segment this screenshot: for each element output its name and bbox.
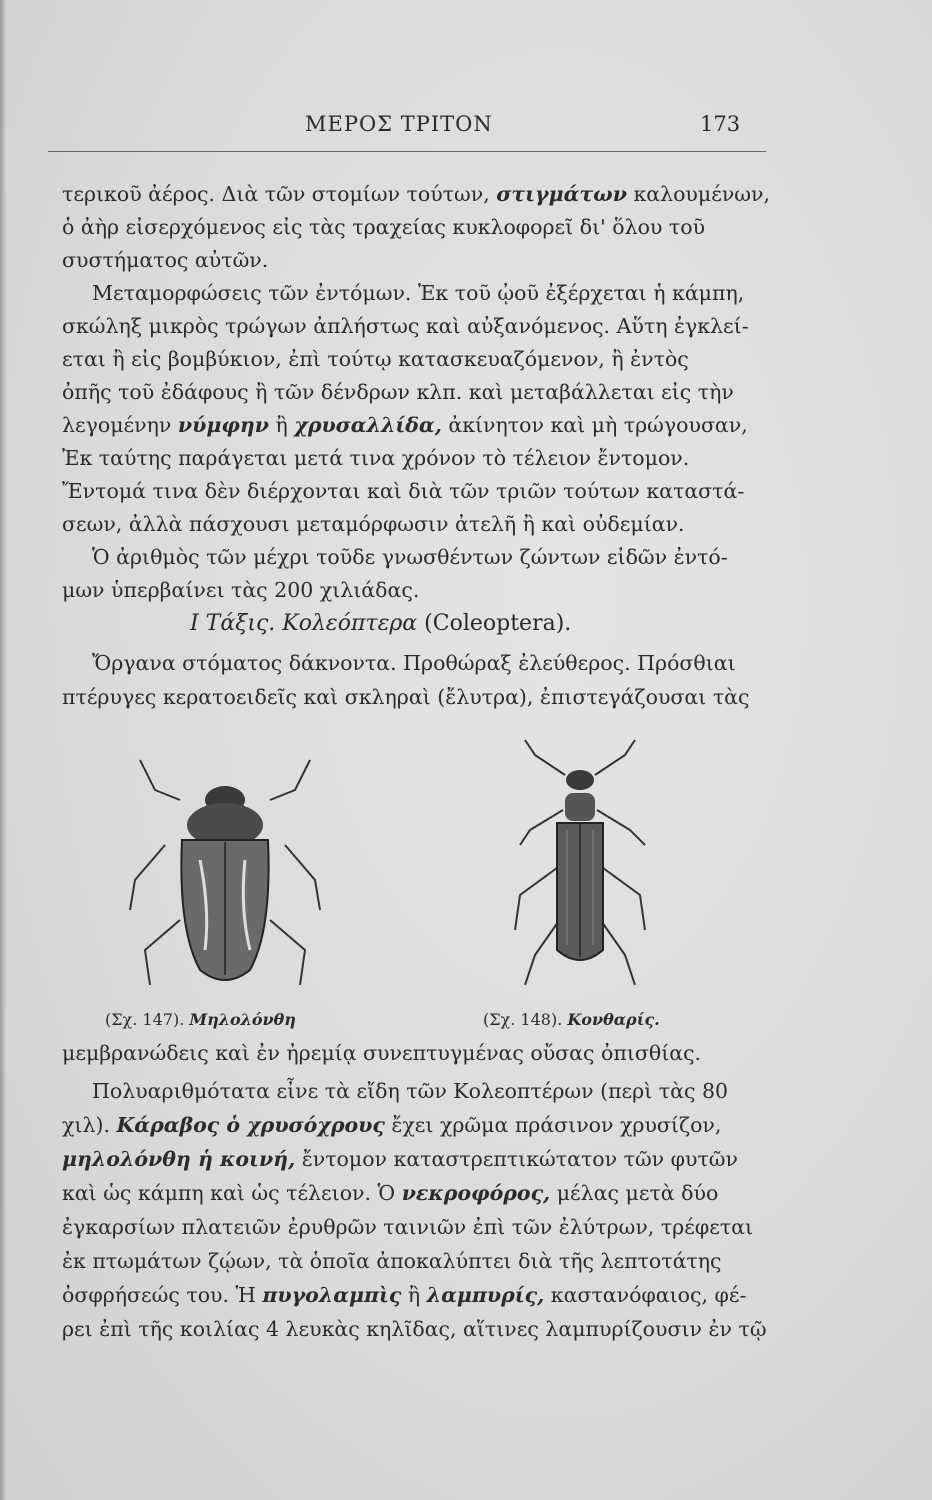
section-heading: Ι Τάξις. Κολεόπτερα (Coleoptera).: [190, 611, 572, 636]
text-line: Ἔντομά τινα δὲν διέρχονται καὶ διὰ τῶν τριῶν τούτων καταστά-: [62, 479, 745, 503]
text-line: Ὄργανα στόματος δάκνοντα. Προθώραξ ἐλεύθερος. Πρόσθιαι: [92, 651, 736, 675]
text-line: σκώληξ μικρὸς τρώγων ἀπλήστως καὶ αὐξανόμενος. Αὕτη ἐγκλεί-: [62, 314, 749, 338]
text-line: Πολυαριθμότατα εἶνε τὰ εἴδη τῶν Κολεοπτέρων (περὶ τὰς 80: [92, 1079, 729, 1103]
text-line: ρει ἐπὶ τῆς κοιλίας 4 λευκὰς κηλῖδας, αἵτινες λαμπυρίζουσιν ἐν τῷ: [62, 1317, 767, 1341]
text-line: χιλ). Κάραβος ὁ χρυσόχρους ἔχει χρῶμα πράσινον χρυσίζον,: [62, 1113, 722, 1137]
text-line: συστήματος αὐτῶν.: [62, 248, 269, 272]
text-line: τερικοῦ ἀέρος. Διὰ τῶν στομίων τούτων, στιγμάτων καλουμένων,: [62, 182, 770, 206]
page-number: 173: [700, 112, 741, 136]
text-line: ὀσφρήσεώς του. Ἡ πυγολαμπὶς ἢ λαμπυρίς, καστανόφαιος, φέ-: [62, 1283, 747, 1307]
text-line: σεων, ἀλλὰ πάσχουσι μεταμόρφωσιν ἀτελῆ ἢ καὶ οὐδεμίαν.: [62, 512, 685, 536]
text-line: εται ἢ εἰς βομβύκιον, ἐπὶ τούτῳ κατασκευαζόμενον, ἢ ἐντὸς: [62, 347, 689, 371]
text-line: πτέρυγες κερατοειδεῖς καὶ σκληραὶ (ἔλυτρα), ἐπιστεγάζουσαι τὰς: [62, 685, 750, 709]
text-line: μεμβρανώδεις καὶ ἐν ἠρεμίᾳ συνεπτυγμένας οὔσας ὀπισθίας.: [62, 1041, 702, 1065]
text-line: Ὁ ἀριθμὸς τῶν μέχρι τοῦδε γνωσθέντων ζώντων εἰδῶν ἐντό-: [92, 545, 728, 569]
text-line: Μεταμορφώσεις τῶν ἐντόμων. Ἐκ τοῦ ᾠοῦ ἐξέρχεται ἡ κάμπη,: [92, 281, 745, 305]
text-line: Ἐκ ταύτης παράγεται μετά τινα χρόνον τὸ τέλειον ἔντομον.: [62, 446, 690, 470]
figure-caption-148: (Σχ. 148). Κονθαρίς.: [483, 1010, 660, 1029]
header-rule: [48, 151, 766, 152]
text-line: ὁ ἀὴρ εἰσερχόμενος εἰς τὰς τραχείας κυκλοφορεῖ δι' ὅλου τοῦ: [62, 215, 706, 239]
cantharis-illustration: [495, 735, 665, 995]
text-line: μηλολόνθη ἡ κοινή, ἔντομον καταστρεπτικώτατον τῶν φυτῶν: [62, 1147, 738, 1171]
text-line: ἐγκαρσίων πλατειῶν ἐρυθρῶν ταινιῶν ἐπὶ τῶν ἐλύτρων, τρέφεται: [62, 1215, 754, 1239]
running-title: ΜΕΡΟΣ ΤΡΙΤΟΝ: [305, 112, 493, 136]
cockchafer-illustration: [120, 750, 330, 1010]
text-line: ἐκ πτωμάτων ζῴων, τὰ ὁποῖα ἀποκαλύπτει διὰ τῆς λεπτοτάτης: [62, 1249, 722, 1273]
running-header: [0, 112, 932, 142]
text-line: καὶ ὡς κάμπη καὶ ὡς τέλειον. Ὁ νεκροφόρος, μέλας μετὰ δύο: [62, 1181, 719, 1205]
figure-caption-147: (Σχ. 147). Μηλολόνθη: [105, 1010, 296, 1029]
text-line: μων ὑπερβαίνει τὰς 200 χιλιάδας.: [62, 578, 420, 602]
text-line: ὀπῆς τοῦ ἐδάφους ἢ τῶν δένδρων κλπ. καὶ μεταβάλλεται εἰς τὴν: [62, 380, 734, 404]
page-edge-shadow: [0, 0, 6, 1500]
text-line: λεγομένην νύμφην ἢ χρυσαλλίδα, ἀκίνητον καὶ μὴ τρώγουσαν,: [62, 413, 748, 437]
